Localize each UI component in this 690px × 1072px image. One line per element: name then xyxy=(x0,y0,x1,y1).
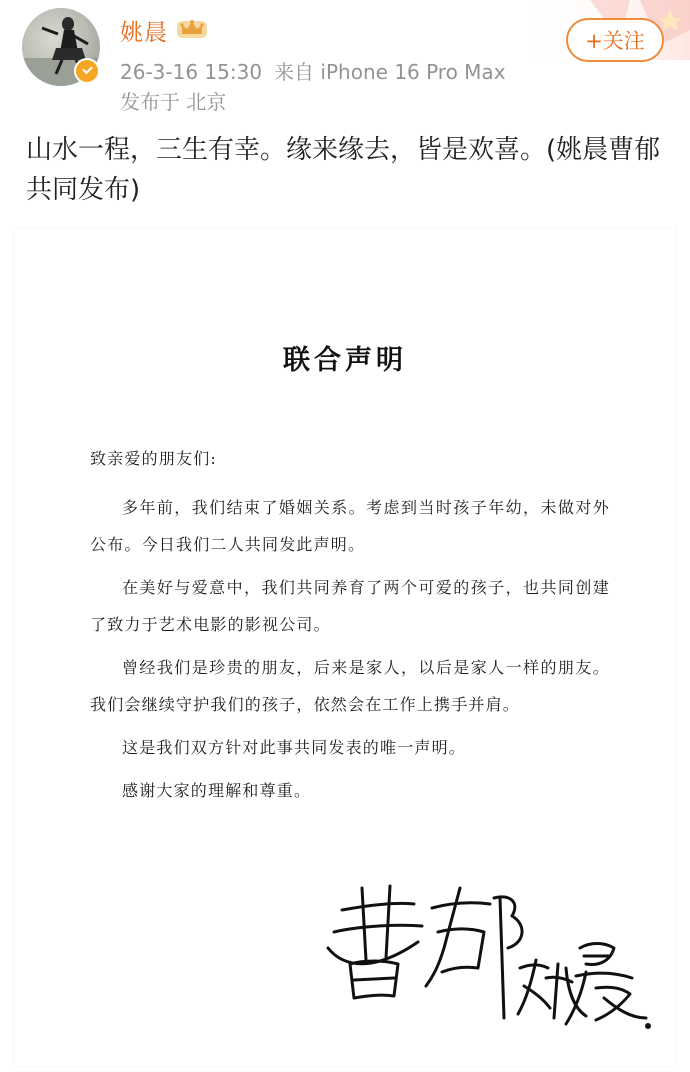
post-location: 发布于 北京 xyxy=(120,90,227,114)
statement-paragraph: 曾经我们是珍贵的朋友，后来是家人，以后是家人一样的朋友。我们会继续守护我们的孩子，依然会在工作上携手并肩。 xyxy=(90,658,610,714)
statement-paragraph: 多年前，我们结束了婚姻关系。考虑到当时孩子年幼，未做对外公布。今日我们二人共同发此声明。 xyxy=(90,498,610,554)
post-source: 来自 iPhone 16 Pro Max xyxy=(274,60,506,84)
username[interactable]: 姚晨 xyxy=(120,20,168,46)
statement-image[interactable] xyxy=(14,228,676,1066)
crown-badge-icon[interactable] xyxy=(174,16,210,40)
statement-paragraph: 这是我们双方针对此事共同发表的唯一声明。 xyxy=(122,738,467,757)
post-timestamp: 26-3-16 15:30 xyxy=(120,60,263,84)
statement-body xyxy=(90,440,610,809)
follow-button[interactable]: +关注 xyxy=(566,18,664,62)
post-text: 山水一程，三生有幸。缘来缘去，皆是欢喜。(姚晨曹郁共同发布) xyxy=(26,135,661,205)
statement-paragraph: 感谢大家的理解和尊重。 xyxy=(122,781,312,800)
statement-greeting: 致亲爱的朋友们: xyxy=(90,449,217,468)
statement-title: 联合声明 xyxy=(283,345,407,376)
verified-badge-icon xyxy=(74,58,100,84)
handwritten-signature xyxy=(314,868,654,1038)
statement-paragraph: 在美好与爱意中，我们共同养育了两个可爱的孩子，也共同创建了致力于艺术电影的影视公司。 xyxy=(90,578,610,634)
post-meta xyxy=(120,56,506,85)
